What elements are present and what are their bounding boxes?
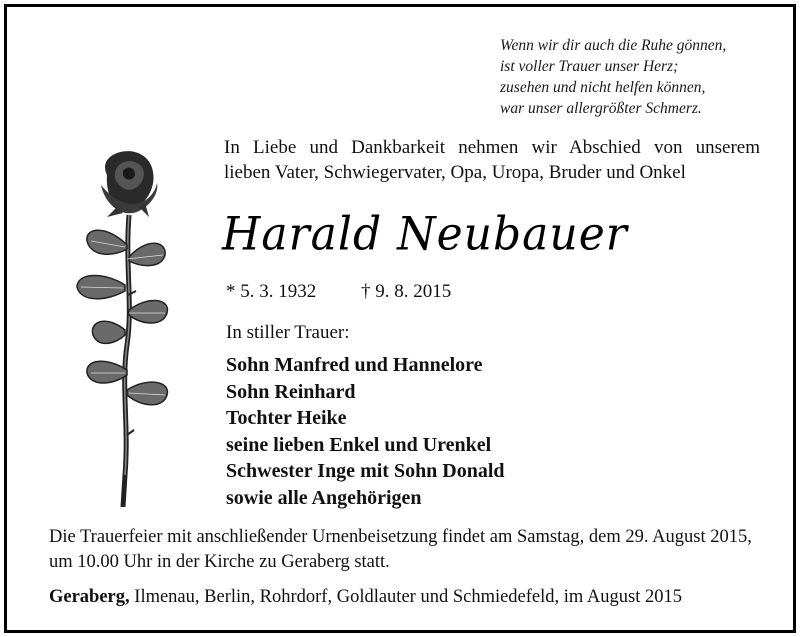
mourner: Schwester Inge mit Sohn Donald — [226, 460, 505, 482]
mourner: Tochter Heike — [226, 407, 347, 429]
poem-line: ist voller Trauer unser Herz; — [500, 58, 679, 75]
mourner: Sohn Reinhard — [226, 380, 356, 403]
deceased-name: Harald Neubauer — [222, 207, 628, 262]
funeral-notice — [49, 525, 769, 575]
place-line — [49, 587, 682, 608]
intro-line-1: In Liebe und Dankbarkeit nehmen wir Abschied von unserem — [224, 137, 760, 158]
mourner: Sohn Manfred und Hannelore — [226, 354, 483, 376]
intro-line-2: lieben Vater, Schwiegervater, Opa, Uropa, Bruder und Onkel — [224, 162, 686, 183]
poem-line: zusehen und nicht helfen können, — [500, 79, 706, 96]
birth-date: * 5. 3. 1932 — [226, 281, 317, 302]
poem — [500, 35, 780, 119]
funeral-line-1: Die Trauerfeier mit anschließender Urnenbeisetzung findet am Samstag, dem 29. August 2015, — [49, 527, 752, 547]
poem-line: war unser allergrößter Schmerz. — [500, 100, 702, 117]
mourners-list — [226, 352, 505, 511]
mourner: sowie alle Angehörigen — [226, 486, 422, 509]
mourning-label: In stiller Trauer: — [226, 322, 350, 343]
funeral-line-2: um 10.00 Uhr in der Kirche zu Geraberg statt. — [49, 552, 390, 572]
poem-line: Wenn wir dir auch die Ruhe gönnen, — [500, 37, 727, 54]
rose-icon — [67, 145, 187, 507]
intro-text — [224, 135, 760, 185]
place-bold: Geraberg, — [49, 587, 130, 607]
mourner: seine lieben Enkel und Urenkel — [226, 433, 492, 456]
place-rest: Ilmenau, Berlin, Rohrdorf, Goldlauter und Schmiedefeld, im August 2015 — [129, 587, 682, 607]
life-dates — [226, 281, 451, 303]
death-date: † 9. 8. 2015 — [361, 281, 452, 302]
obituary-frame — [4, 4, 796, 633]
